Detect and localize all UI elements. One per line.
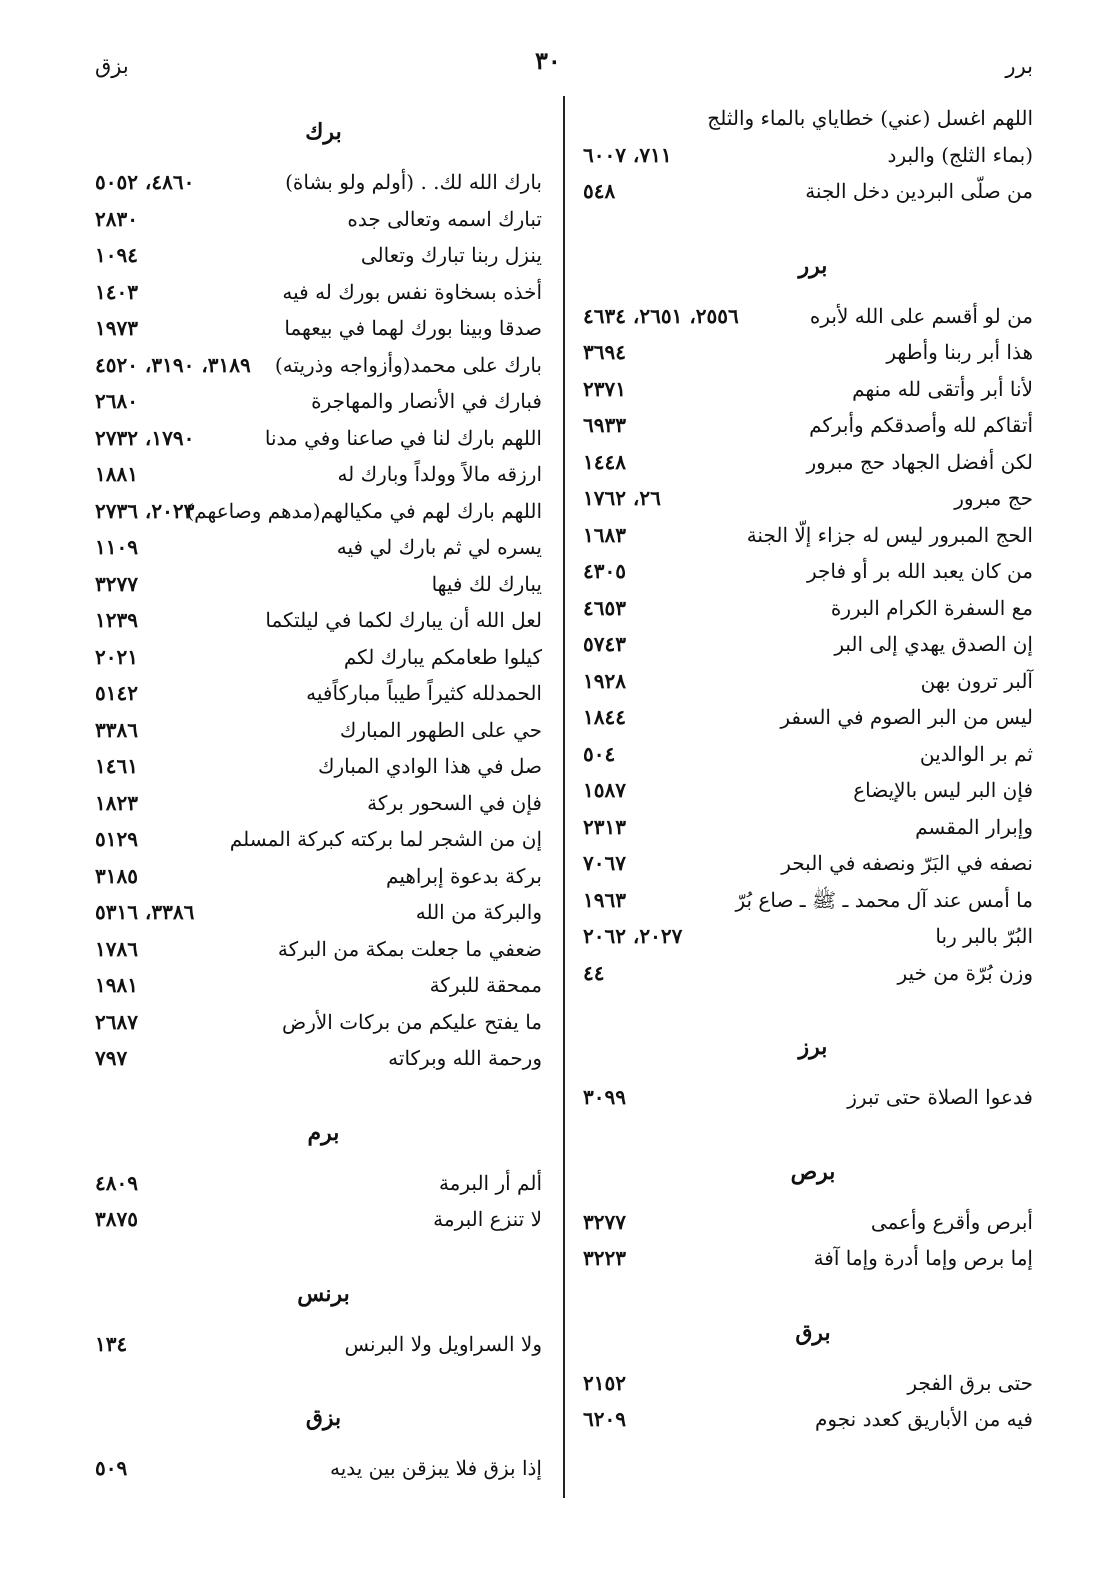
entry-refs: ٧١١، ٦٠٠٧	[583, 142, 672, 167]
entry-refs: ٢٣١٣	[583, 814, 626, 839]
entry-text: هذا أبر ربنا وأطهر	[886, 340, 1033, 364]
entry-refs: ٣٨٧٥	[95, 1207, 138, 1231]
entry-refs: ١٢٣٩	[95, 608, 138, 632]
section-gap	[583, 991, 1033, 1015]
index-entry	[583, 882, 1033, 919]
entry-text: حي على الطهور المبارك	[339, 717, 542, 742]
entry-refs: ١٨٨١	[95, 462, 138, 486]
index-entry	[95, 310, 542, 347]
index-entry	[583, 955, 1033, 992]
index-section	[583, 234, 1033, 1016]
entry-text: ورحمة الله وبركاته	[388, 1046, 542, 1070]
index-section	[95, 100, 542, 1101]
section-gap	[95, 1487, 542, 1511]
entry-refs: ٢٨٣٠	[95, 206, 138, 231]
entry-text: لا تنزع البرمة	[433, 1207, 542, 1231]
entry-text: وإبرار المقسم	[915, 814, 1033, 839]
root-heading: بزق	[305, 1405, 342, 1431]
entry-text: يبارك لك فيها	[431, 571, 542, 596]
entry-text: صدقا وبينا بورك لهما في بيعهما	[284, 316, 542, 340]
entry-text: ما أمس عند آل محمد ـ ﷺ ـ صاع بُرّ	[735, 887, 1033, 912]
entry-refs: ١٤٠٣	[95, 279, 138, 304]
index-entry	[95, 201, 542, 238]
index-entry	[583, 1365, 1033, 1402]
running-head-left: بزق	[95, 54, 129, 78]
entry-refs: ٦٩٣٣	[583, 413, 626, 437]
index-entry	[583, 553, 1033, 590]
entry-refs: ٧٩٧	[95, 1046, 128, 1070]
index-section	[583, 1015, 1033, 1140]
entry-refs: ٤٤	[583, 960, 605, 985]
index-entry	[95, 383, 542, 420]
index-entry	[95, 639, 542, 676]
entry-refs: ١٩٨١	[95, 973, 138, 997]
entry-text: البُرّ بالبر ربا	[935, 924, 1033, 948]
entry-text: مع السفرة الكرام البررة	[830, 595, 1033, 620]
index-entry	[583, 407, 1033, 444]
index-entry	[583, 334, 1033, 371]
section-gap	[95, 1238, 542, 1262]
entry-refs: ٥١٢٩	[95, 827, 138, 851]
section-gap	[95, 1077, 542, 1101]
index-entry	[583, 371, 1033, 408]
index-entry	[583, 100, 1033, 137]
index-entry	[583, 772, 1033, 809]
entry-refs: ١٨٢٣	[95, 790, 138, 815]
entry-refs: ٢٠٢٣، ٢٧٣٦	[95, 498, 195, 523]
root-heading: برز	[798, 1034, 828, 1060]
entry-text: لكن أفضل الجهاد حج مبرور	[806, 449, 1033, 474]
index-entry	[583, 918, 1033, 955]
index-entry	[95, 821, 542, 858]
entry-text: فإن البر ليس بالإيضاع	[853, 778, 1033, 802]
entry-refs: ١١٠٩	[95, 535, 138, 559]
entry-refs: ١٩٦٣	[583, 887, 626, 912]
entry-refs: ٣١٨٩، ٣١٩٠، ٤٥٢٠	[95, 352, 251, 377]
index-entry	[95, 1201, 542, 1238]
entry-refs: ٣٢٧٧	[95, 571, 138, 596]
entry-refs: ١٩٧٣	[95, 316, 138, 340]
entry-refs: ٤٣٠٥	[583, 559, 626, 583]
entry-text: اللهم بارك لنا في صاعنا وفي مدنا	[264, 425, 542, 450]
index-entry	[95, 1040, 542, 1077]
index-entry	[95, 164, 542, 201]
entry-text: فإن في السحور بركة	[367, 790, 542, 815]
index-section	[583, 1140, 1033, 1301]
section-gap	[583, 1116, 1033, 1140]
index-entry	[95, 493, 542, 530]
index-entry	[583, 298, 1033, 335]
index-entry	[583, 663, 1033, 700]
index-entry	[95, 712, 542, 749]
running-head-right: برر	[1005, 54, 1033, 78]
entry-refs: ٢٠٢١	[95, 644, 138, 669]
entry-refs: ٢٥٥٦، ٢٦٥١، ٤٦٣٤	[583, 303, 739, 328]
entry-refs: ٥٧٤٣	[583, 632, 626, 656]
index-entry	[583, 517, 1033, 554]
entry-text: صل في هذا الوادي المبارك	[318, 754, 542, 778]
index-entry	[95, 1450, 542, 1487]
entry-text: والبركة من الله	[415, 900, 542, 924]
index-entry	[95, 602, 542, 639]
entry-text: إذا بزق فلا يبزقن بين يديه	[329, 1456, 542, 1480]
entry-refs: ٢٠٢٧، ٢٠٦٢	[583, 924, 683, 948]
entry-refs: ٣٢٧٧	[583, 1209, 626, 1234]
right-column	[583, 100, 1033, 1462]
entry-text: بركة بدعوة إبراهيم	[386, 863, 542, 888]
page-header	[0, 40, 1113, 80]
entry-refs: ١٤٦١	[95, 754, 138, 778]
root-heading: برص	[790, 1158, 836, 1185]
root-heading: برر	[798, 252, 828, 279]
index-entry	[583, 137, 1033, 174]
entry-refs: ١٩٢٨	[583, 668, 626, 693]
entry-refs: ٤٨٠٩	[95, 1170, 138, 1195]
entry-refs: ٦٢٠٩	[583, 1407, 626, 1431]
entry-text: ألم أر البرمة	[438, 1170, 542, 1195]
index-entry	[583, 809, 1033, 846]
entry-refs: ١٤٤٨	[583, 449, 626, 474]
index-entry	[95, 858, 542, 895]
index-entry	[95, 1165, 542, 1202]
entry-refs: ٥١٤٢	[95, 681, 138, 705]
entry-text: اللهم بارك لهم في مكيالهم(مدهم وصاعهم)	[186, 498, 542, 523]
entry-refs: ١٧٨٦	[95, 936, 138, 961]
entry-text: ضعفي ما جعلت بمكة من البركة	[277, 936, 542, 961]
index-entry	[95, 456, 542, 493]
index-entry	[583, 480, 1033, 517]
entry-refs: ٧٠٦٧	[583, 851, 626, 875]
index-entry	[583, 1204, 1033, 1241]
entry-text: ما يفتح عليكم من بركات الأرض	[282, 1009, 542, 1034]
index-section	[583, 1301, 1033, 1462]
root-heading: برك	[305, 119, 342, 145]
index-entry	[583, 626, 1033, 663]
entry-refs: ٢٦، ١٧٦٢	[583, 486, 661, 510]
index-entry	[95, 529, 542, 566]
entry-text: حتى برق الفجر	[907, 1370, 1033, 1395]
entry-text: أبرص وأقرع وأعمى	[870, 1209, 1033, 1234]
entry-text: ولا السراويل ولا البرنس	[344, 1331, 542, 1356]
entry-text: تبارك اسمه وتعالى جده	[347, 206, 542, 231]
entry-text: يسره لي ثم بارك لي فيه	[336, 535, 542, 559]
entry-text: فيه من الأباريق كعدد نجوم	[815, 1407, 1033, 1431]
entry-text: ثم بر الوالدين	[919, 741, 1033, 766]
entry-refs: ٢٦٨٠	[95, 389, 138, 413]
entry-refs: ٤٦٥٣	[583, 595, 626, 620]
entry-text: آلبر ترون بهن	[920, 668, 1033, 693]
entry-text: ممحقة للبركة	[429, 973, 542, 997]
entry-text: فبارك في الأنصار والمهاجرة	[311, 389, 542, 413]
entry-text: أخذه بسخاوة نفس بورك له فيه	[282, 279, 542, 304]
entry-refs: ١٧٩٠، ٢٧٣٢	[95, 425, 195, 450]
index-entry	[95, 748, 542, 785]
entry-text: إن الصدق يهدي إلى البر	[834, 632, 1033, 656]
index-entry	[95, 894, 542, 931]
entry-text: إن من الشجر لما بركته كبركة المسلم	[229, 827, 542, 851]
entry-text: الحمدلله كثيراً طيباً مباركاًفيه	[306, 681, 542, 705]
root-heading: برم	[307, 1119, 340, 1146]
entry-text: لعل الله أن يبارك لكما في ليلتكما	[265, 608, 542, 632]
index-entry	[583, 736, 1033, 773]
index-entry	[583, 1401, 1033, 1438]
entry-refs: ٤٨٦٠، ٥٠٥٢	[95, 170, 195, 194]
section-gap	[583, 1277, 1033, 1301]
entry-refs: ٢٣٧١	[583, 376, 626, 401]
section-gap	[583, 210, 1033, 234]
root-heading: برنس	[297, 1280, 350, 1307]
index-entry	[95, 566, 542, 603]
entry-refs: ٣٠٩٩	[583, 1085, 626, 1109]
entry-text: وزن بُرّة من خير	[897, 960, 1033, 985]
entry-text: ليس من البر الصوم في السفر	[780, 705, 1033, 729]
index-entry	[95, 967, 542, 1004]
entry-text: من لو أقسم على الله لأبره	[809, 303, 1033, 328]
entry-refs: ٣٢٢٣	[583, 1246, 626, 1270]
index-section	[95, 1101, 542, 1262]
index-entry	[583, 444, 1033, 481]
entry-refs: ٥٤٨	[583, 179, 616, 203]
index-entry	[95, 420, 542, 457]
index-entry	[583, 1240, 1033, 1277]
index-entry	[95, 274, 542, 311]
index-entry	[95, 1004, 542, 1041]
entry-text: الحج المبرور ليس له جزاء إلّا الجنة	[746, 522, 1033, 547]
entry-refs: ١٨٤٤	[583, 705, 626, 729]
index-section	[95, 1386, 542, 1511]
left-column	[95, 100, 542, 1511]
entry-refs: ١٣٤	[95, 1331, 128, 1356]
index-entry	[583, 699, 1033, 736]
entry-text: بارك الله لك. . (أولم ولو بشاة)	[285, 170, 542, 194]
entry-text: كيلوا طعامكم يبارك لكم	[343, 644, 542, 669]
entry-refs: ١٠٩٤	[95, 243, 138, 267]
root-heading: برق	[795, 1319, 831, 1346]
index-entry	[95, 931, 542, 968]
index-entry	[95, 1326, 542, 1363]
entry-text: من كان يعبد الله بر أو فاجر	[807, 559, 1033, 583]
index-entry	[583, 173, 1033, 210]
index-entry	[583, 845, 1033, 882]
entry-text: ينزل ربنا تبارك وتعالى	[360, 243, 542, 267]
section-gap	[583, 1438, 1033, 1462]
entry-text: نصفه في البَرّ ونصفه في البحر	[781, 851, 1033, 875]
index-entry	[95, 347, 542, 384]
entry-text: بارك على محمد(وأزواجه وذريته)	[274, 352, 542, 377]
index-entry	[95, 237, 542, 274]
entry-refs: ٣٣٨٦، ٥٣١٦	[95, 900, 195, 924]
entry-text: أتقاكم لله وأصدقكم وأبركم	[809, 413, 1033, 437]
index-section	[583, 100, 1033, 234]
entry-refs: ٢١٥٢	[583, 1370, 626, 1395]
index-entry	[95, 675, 542, 712]
entry-refs: ٣٣٨٦	[95, 717, 138, 742]
index-section	[95, 1262, 542, 1387]
entry-text: حج مبرور	[954, 486, 1033, 510]
entry-refs: ٥٠٩	[95, 1456, 128, 1480]
entry-text: لأنا أبر وأتقى لله منهم	[852, 376, 1033, 401]
entry-refs: ٣٦٩٤	[583, 340, 626, 364]
index-entry	[583, 1079, 1033, 1116]
entry-refs: ٣١٨٥	[95, 863, 138, 888]
entry-refs: ١٥٨٧	[583, 778, 626, 802]
entry-text: ارزقه مالاً وولداً وبارك له	[337, 462, 542, 486]
entry-text: من صلّى البردين دخل الجنة	[805, 179, 1033, 203]
entry-text: إما برص وإما أدرة وإما آفة	[813, 1246, 1033, 1270]
index-entry	[583, 590, 1033, 627]
entry-refs: ٥٠٤	[583, 741, 616, 766]
page-number: ٣٠	[535, 46, 561, 75]
column-divider	[563, 96, 565, 1498]
entry-refs: ١٦٨٣	[583, 522, 626, 547]
entry-text: اللهم اغسل (عني) خطاياي بالماء والثلج	[707, 106, 1033, 130]
entry-refs: ٢٦٨٧	[95, 1009, 138, 1034]
entry-text: فدعوا الصلاة حتى تبرز	[847, 1085, 1033, 1109]
entry-text: (بماء الثلج) والبرد	[887, 142, 1033, 167]
index-entry	[95, 785, 542, 822]
section-gap	[95, 1362, 542, 1386]
